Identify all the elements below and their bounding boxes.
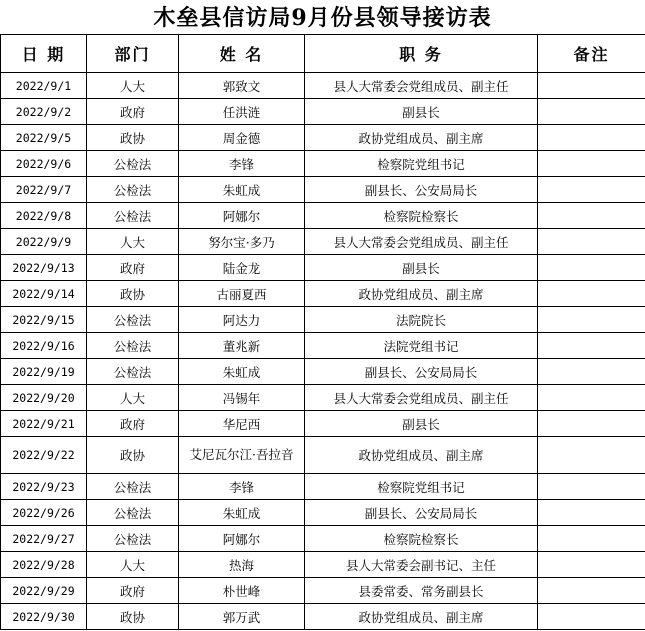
cell-date: 2022/9/22 — [1, 437, 87, 474]
table-row — [1, 411, 645, 437]
cell-name: 周金德 — [179, 125, 305, 151]
cell-position: 县人大常委会党组成员、副主任 — [305, 229, 538, 255]
cell-dept: 人大 — [87, 229, 179, 255]
cell-name: 郭致文 — [179, 73, 305, 99]
cell-position: 副县长 — [305, 255, 538, 281]
table-row — [1, 73, 645, 99]
cell-note — [538, 500, 645, 526]
cell-dept: 公检法 — [87, 526, 179, 552]
cell-dept: 公检法 — [87, 359, 179, 385]
table-row — [1, 229, 645, 255]
table-row — [1, 333, 645, 359]
cell-dept: 公检法 — [87, 151, 179, 177]
cell-position: 政协党组成员、副主席 — [305, 437, 538, 474]
cell-date: 2022/9/29 — [1, 578, 87, 604]
cell-name: 努尔宝·多乃 — [179, 229, 305, 255]
cell-note — [538, 385, 645, 411]
cell-dept: 公检法 — [87, 203, 179, 229]
table-row — [1, 307, 645, 333]
cell-name: 阿娜尔 — [179, 526, 305, 552]
cell-position: 县人大常委会党组成员、副主任 — [305, 73, 538, 99]
cell-note — [538, 229, 645, 255]
cell-name: 华尼西 — [179, 411, 305, 437]
table-row — [1, 99, 645, 125]
cell-date: 2022/9/13 — [1, 255, 87, 281]
cell-note — [538, 203, 645, 229]
cell-dept: 政协 — [87, 281, 179, 307]
cell-date: 2022/9/9 — [1, 229, 87, 255]
cell-name: 热海 — [179, 552, 305, 578]
cell-date: 2022/9/5 — [1, 125, 87, 151]
cell-date: 2022/9/23 — [1, 474, 87, 500]
cell-dept: 政协 — [87, 604, 179, 630]
cell-name: 陆金龙 — [179, 255, 305, 281]
cell-dept: 政府 — [87, 578, 179, 604]
table-row — [1, 203, 645, 229]
cell-date: 2022/9/20 — [1, 385, 87, 411]
cell-note — [538, 177, 645, 203]
cell-dept: 政府 — [87, 411, 179, 437]
header-date: 日 期 — [1, 35, 87, 73]
cell-name: 艾尼瓦尔江·吾拉音 — [179, 437, 305, 474]
header-note: 备注 — [538, 35, 645, 73]
cell-note — [538, 281, 645, 307]
cell-note — [538, 73, 645, 99]
cell-position: 副县长 — [305, 99, 538, 125]
header-row — [1, 35, 645, 73]
cell-name: 朱虹成 — [179, 359, 305, 385]
cell-name: 郭万武 — [179, 604, 305, 630]
cell-dept: 公检法 — [87, 474, 179, 500]
cell-note — [538, 255, 645, 281]
cell-note — [538, 526, 645, 552]
cell-position: 政协党组成员、副主席 — [305, 281, 538, 307]
cell-date: 2022/9/15 — [1, 307, 87, 333]
table-row — [1, 125, 645, 151]
table-row — [1, 437, 645, 474]
cell-position: 县人大常委会副书记、主任 — [305, 552, 538, 578]
cell-name: 古丽夏西 — [179, 281, 305, 307]
cell-note — [538, 307, 645, 333]
cell-dept: 公检法 — [87, 333, 179, 359]
cell-date: 2022/9/14 — [1, 281, 87, 307]
table-body — [1, 73, 645, 630]
cell-dept: 政府 — [87, 255, 179, 281]
table-row — [1, 385, 645, 411]
table-row — [1, 578, 645, 604]
cell-note — [538, 474, 645, 500]
cell-dept: 人大 — [87, 552, 179, 578]
cell-date: 2022/9/21 — [1, 411, 87, 437]
table-row — [1, 526, 645, 552]
cell-date: 2022/9/28 — [1, 552, 87, 578]
cell-note — [538, 99, 645, 125]
cell-date: 2022/9/2 — [1, 99, 87, 125]
table-row — [1, 474, 645, 500]
cell-name: 任洪涟 — [179, 99, 305, 125]
cell-date: 2022/9/8 — [1, 203, 87, 229]
cell-position: 县委常委、常务副县长 — [305, 578, 538, 604]
cell-date: 2022/9/1 — [1, 73, 87, 99]
cell-dept: 人大 — [87, 73, 179, 99]
cell-position: 副县长、公安局局长 — [305, 500, 538, 526]
header-position: 职 务 — [305, 35, 538, 73]
cell-position: 检察院党组书记 — [305, 474, 538, 500]
cell-position: 政协党组成员、副主席 — [305, 604, 538, 630]
table-row — [1, 500, 645, 526]
cell-dept: 政协 — [87, 125, 179, 151]
cell-dept: 公检法 — [87, 177, 179, 203]
cell-name: 冯锡年 — [179, 385, 305, 411]
cell-note — [538, 437, 645, 474]
cell-position: 检察院党组书记 — [305, 151, 538, 177]
cell-position: 县人大常委会党组成员、副主任 — [305, 385, 538, 411]
cell-date: 2022/9/19 — [1, 359, 87, 385]
cell-note — [538, 125, 645, 151]
table-row — [1, 151, 645, 177]
cell-position: 副县长、公安局局长 — [305, 177, 538, 203]
reception-table — [0, 34, 645, 630]
cell-name: 阿达力 — [179, 307, 305, 333]
cell-name: 董兆新 — [179, 333, 305, 359]
cell-note — [538, 151, 645, 177]
cell-dept: 政府 — [87, 99, 179, 125]
cell-dept: 政协 — [87, 437, 179, 474]
cell-date: 2022/9/27 — [1, 526, 87, 552]
cell-position: 法院院长 — [305, 307, 538, 333]
cell-date: 2022/9/6 — [1, 151, 87, 177]
table-row — [1, 359, 645, 385]
cell-date: 2022/9/30 — [1, 604, 87, 630]
cell-position: 检察院检察长 — [305, 526, 538, 552]
cell-dept: 公检法 — [87, 500, 179, 526]
cell-note — [538, 359, 645, 385]
cell-note — [538, 333, 645, 359]
cell-position: 检察院检察长 — [305, 203, 538, 229]
cell-name: 李锋 — [179, 474, 305, 500]
table-row — [1, 552, 645, 578]
page-title: 木垒县信访局9月份县领导接访表 — [153, 5, 492, 31]
cell-note — [538, 411, 645, 437]
cell-position: 法院党组书记 — [305, 333, 538, 359]
cell-name: 朱虹成 — [179, 500, 305, 526]
cell-name: 李锋 — [179, 151, 305, 177]
cell-name: 阿娜尔 — [179, 203, 305, 229]
cell-position: 副县长、公安局局长 — [305, 359, 538, 385]
cell-note — [538, 578, 645, 604]
cell-date: 2022/9/7 — [1, 177, 87, 203]
cell-name: 朱虹成 — [179, 177, 305, 203]
table-row — [1, 255, 645, 281]
header-name: 姓 名 — [179, 35, 305, 73]
cell-name: 朴世峰 — [179, 578, 305, 604]
cell-dept: 人大 — [87, 385, 179, 411]
cell-date: 2022/9/16 — [1, 333, 87, 359]
cell-position: 政协党组成员、副主席 — [305, 125, 538, 151]
cell-date: 2022/9/26 — [1, 500, 87, 526]
header-dept: 部门 — [87, 35, 179, 73]
table-row — [1, 281, 645, 307]
cell-note — [538, 552, 645, 578]
cell-dept: 公检法 — [87, 307, 179, 333]
cell-position: 副县长 — [305, 411, 538, 437]
cell-note — [538, 604, 645, 630]
table-row — [1, 177, 645, 203]
table-row — [1, 604, 645, 630]
